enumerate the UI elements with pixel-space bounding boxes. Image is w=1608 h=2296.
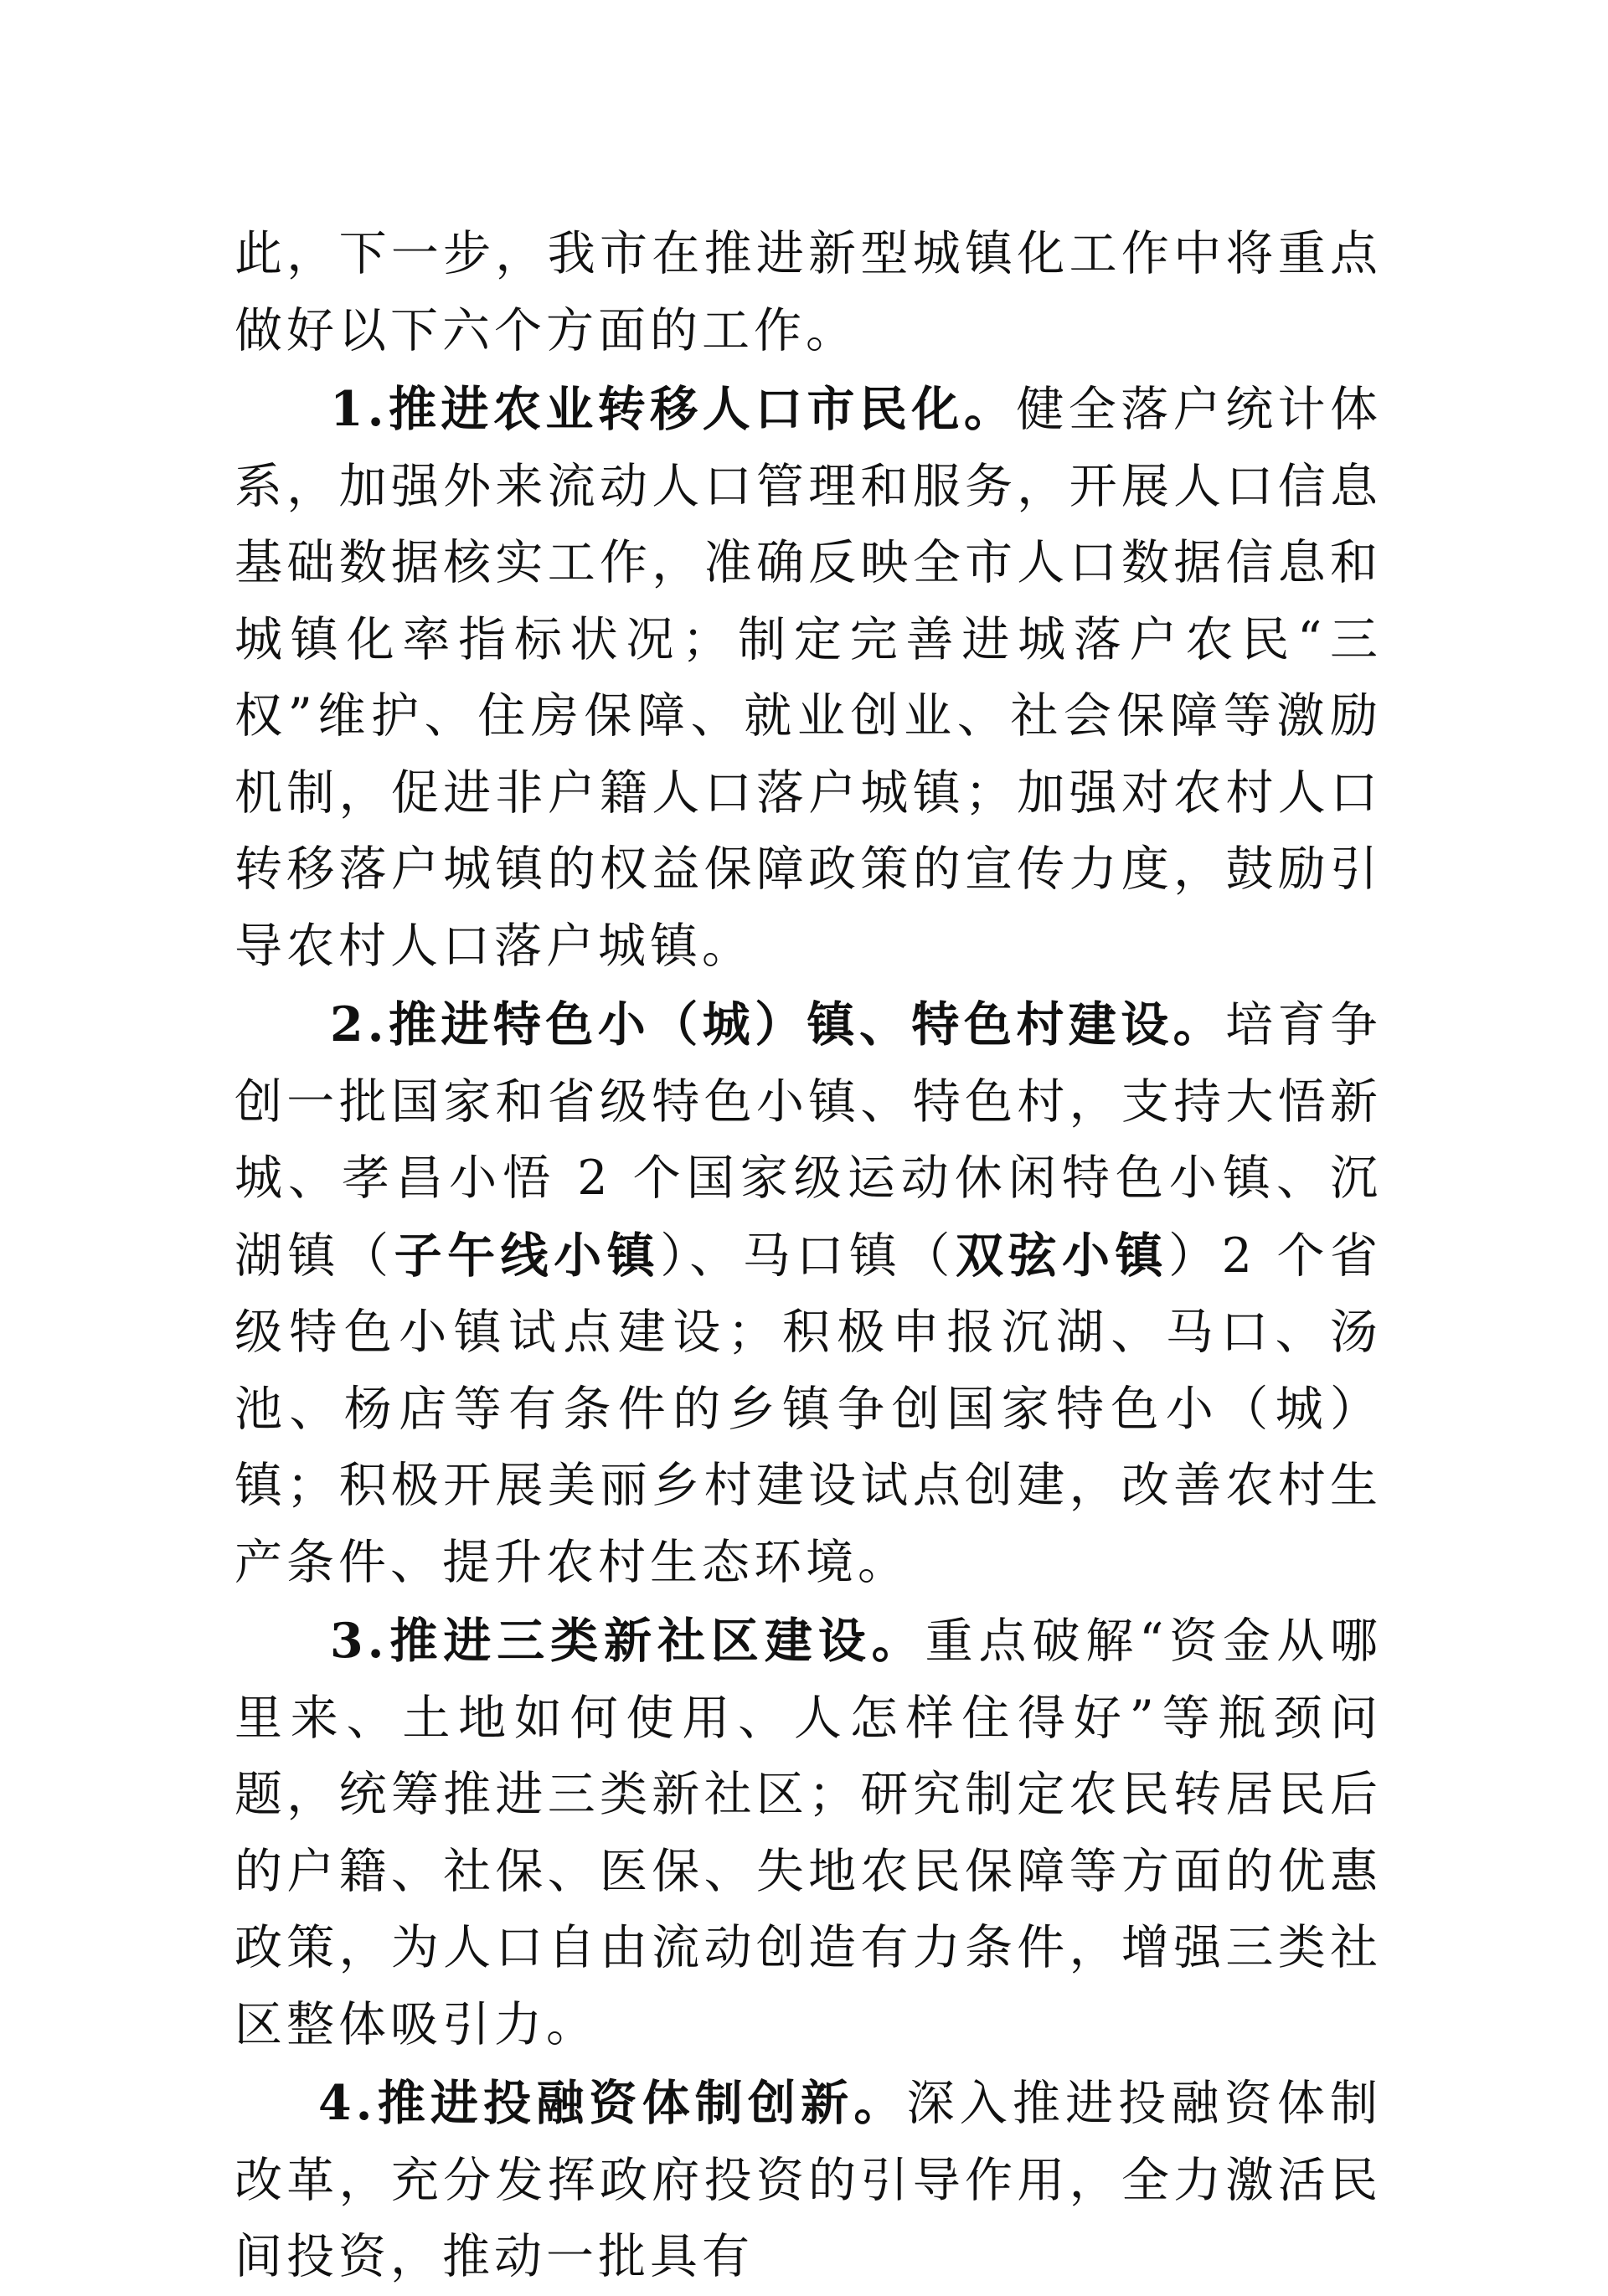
- intro-text: 此，下一步，我市在推进新型城镇化工作中将重点做好以下六个方面的工作。: [234, 226, 1382, 358]
- item-2-bold-a: 子午线小镇: [394, 1227, 661, 1284]
- paragraph-item-2: [234, 986, 1382, 1601]
- paragraph-item-3: [234, 1603, 1382, 2063]
- item-3-heading: 推进三类新社区建设。: [388, 1613, 925, 1669]
- item-4-body: 深入推进投融资体制改革，充分发挥政府投资的引导作用，全力激活民间投资，推动一批具有: [234, 2076, 1383, 2284]
- item-1-body: 健全落户统计体系，加强外来流动人口管理和服务，开展人口信息基础数据核实工作，准确反映全市人口数据信息和城镇化率指标状况；制定完善进城落户农民“三权”维护、住房保障、就业创业、社会保障等激励机制，促进非户籍人口落户城镇；加强对农村人口转移落户城镇的权益保障政策的宣传力度，鼓励引导农村人口落户城镇。: [234, 382, 1383, 974]
- item-2-number: 2.: [330, 996, 389, 1053]
- item-4-heading: 推进投融资体制创新。: [376, 2075, 907, 2131]
- item-2-heading: 推进特色小（城）镇、特色村建设。: [388, 996, 1226, 1053]
- item-2-body-a: 培育争创一批国家和省级特色小镇、特色村，支持大悟新城、孝昌小悟 2 个国家级运动休闲特色小镇、沉湖镇（: [234, 997, 1383, 1284]
- item-3-body: 重点破解“资金从哪里来、土地如何使用、人怎样住得好”等瓶颈问题，统筹推进三类新社区；研究制定农民转居民后的户籍、社保、医保、失地农民保障等方面的优惠政策，为人口自由流动创造有力条件，增强三类社区整体吸引力。: [234, 1614, 1383, 2052]
- item-2-bold-b: 双弦小镇: [955, 1227, 1169, 1284]
- item-2-body-c: ）2 个省级特色小镇试点建设；积极申报沉湖、马口、汤池、杨店等有条件的乡镇争创国家特色小（城）镇；积极开展美丽乡村建设试点创建，改善农村生产条件、提升农村生态环境。: [234, 1228, 1383, 1590]
- item-2-body-b: ）、马口镇（: [660, 1228, 956, 1284]
- document-page: [234, 216, 1382, 2296]
- paragraph-intro: [234, 216, 1382, 369]
- item-4-number: 4.: [318, 2075, 377, 2131]
- item-1-number: 1.: [330, 381, 389, 437]
- item-1-heading: 推进农业转移人口市民化。: [388, 381, 1017, 437]
- paragraph-item-4: [234, 2065, 1382, 2296]
- paragraph-item-1: [234, 371, 1382, 985]
- item-3-number: 3.: [330, 1613, 389, 1669]
